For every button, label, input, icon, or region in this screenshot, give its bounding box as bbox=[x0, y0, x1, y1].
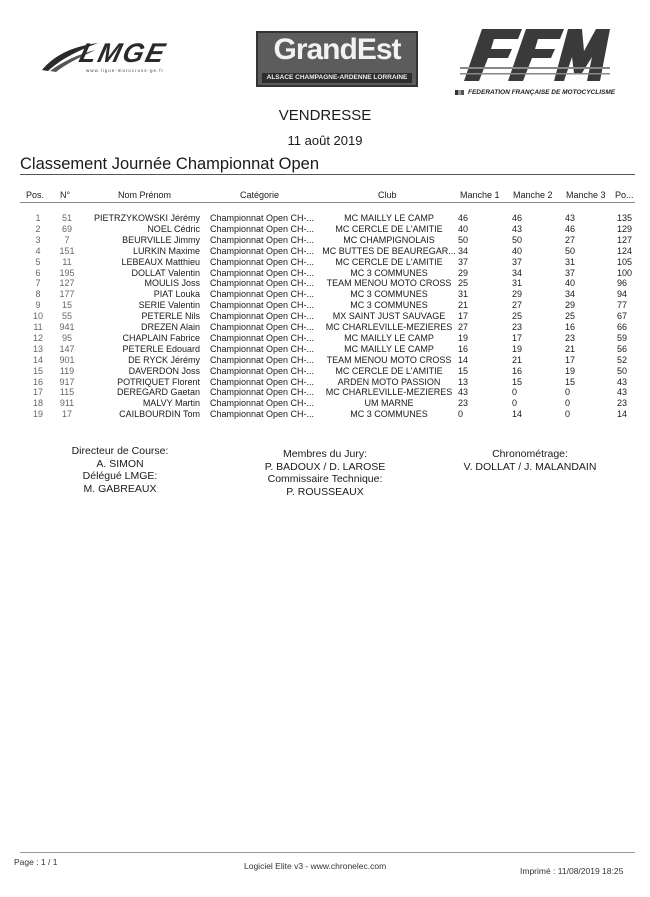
cell-number: 17 bbox=[61, 409, 72, 420]
cell-manche1: 14 bbox=[458, 354, 469, 365]
cell-category: Championnat Open CH-... bbox=[210, 332, 315, 343]
cell-pos: 16 bbox=[32, 376, 43, 387]
officials-left bbox=[45, 445, 195, 495]
cell-club: MC CHARLEVILLE-MEZIERES bbox=[325, 322, 453, 332]
title-divider bbox=[20, 174, 635, 175]
cell-category: Championnat Open CH-... bbox=[210, 289, 315, 300]
cell-category: Championnat Open CH-... bbox=[210, 343, 315, 354]
cell-manche3: 0 bbox=[565, 387, 571, 398]
lmge-delegate-name: M. GABREAUX bbox=[83, 482, 157, 495]
cell-number: 127 bbox=[59, 278, 75, 289]
cell-club: ARDEN MOTO PASSION bbox=[337, 376, 441, 387]
cell-number: 917 bbox=[59, 376, 75, 387]
timing-names: V. DOLLAT / J. MALANDAIN bbox=[463, 460, 597, 473]
cell-points: 43 bbox=[617, 387, 628, 398]
cell-manche1: 25 bbox=[458, 278, 469, 289]
cell-category: Championnat Open CH-... bbox=[210, 300, 315, 311]
cell-club: MC MAILLY LE CAMP bbox=[344, 213, 434, 223]
page-number: Page : 1 / 1 bbox=[14, 857, 58, 867]
software-credit: Logiciel Elite v3 - www.chronelec.com bbox=[244, 861, 387, 871]
race-director-label: Directeur de Course: bbox=[71, 445, 169, 457]
cell-manche2: 34 bbox=[512, 267, 523, 278]
cell-club: MC BUTTES DE BEAUREGAR... bbox=[322, 245, 456, 256]
col-header-name: Nom Prénom bbox=[118, 190, 172, 200]
cell-club: MC 3 COMMUNES bbox=[350, 300, 428, 311]
cell-number: 11 bbox=[62, 256, 72, 267]
cell-pos: 9 bbox=[35, 300, 41, 311]
cell-name: BEURVILLE Jimmy bbox=[122, 234, 200, 245]
cell-points: 127 bbox=[617, 234, 633, 245]
cell-name: NOEL Cédric bbox=[147, 223, 200, 234]
cell-manche3: 19 bbox=[565, 365, 576, 376]
grandest-logo-subtitle: ALSACE CHAMPAGNE-ARDENNE LORRAINE bbox=[262, 73, 412, 83]
cell-points: 124 bbox=[617, 245, 633, 256]
lmge-delegate-label: Délégué LMGE: bbox=[82, 470, 158, 482]
ffm-logo-caption bbox=[455, 89, 615, 96]
col-header-club: Club bbox=[378, 190, 397, 200]
cell-number: 177 bbox=[59, 289, 75, 300]
cell-club: MX SAINT JUST SAUVAGE bbox=[332, 311, 446, 322]
cell-manche1: 16 bbox=[458, 343, 469, 354]
cell-category: Championnat Open CH-... bbox=[210, 365, 315, 376]
venue-title: VENDRESSE bbox=[278, 107, 372, 124]
cell-manche1: 21 bbox=[458, 300, 469, 311]
cell-manche3: 25 bbox=[565, 311, 576, 322]
cell-name: MALVY Martin bbox=[142, 398, 200, 409]
technical-commissioner-label: Commissaire Technique: bbox=[267, 473, 383, 485]
cell-manche1: 13 bbox=[458, 376, 469, 387]
cell-points: 96 bbox=[617, 278, 628, 289]
cell-club: MC CERCLE DE L'AMITIE bbox=[335, 365, 443, 376]
cell-name: PETERLE Edouard bbox=[122, 343, 200, 354]
cell-number: 115 bbox=[59, 387, 75, 398]
ffm-flag-icon bbox=[455, 90, 464, 95]
cell-manche1: 19 bbox=[458, 332, 469, 343]
race-director-name: A. SIMON bbox=[96, 457, 144, 470]
cell-category: Championnat Open CH-... bbox=[210, 267, 315, 278]
cell-pos: 17 bbox=[32, 387, 43, 398]
officials-middle bbox=[240, 448, 410, 498]
cell-number: 95 bbox=[61, 332, 72, 343]
cell-pos: 3 bbox=[35, 234, 41, 245]
cell-manche2: 37 bbox=[512, 256, 523, 267]
cell-club: MC CERCLE DE L'AMITIE bbox=[335, 256, 443, 267]
lmge-logo bbox=[40, 38, 215, 78]
lmge-logo-text: LMGE bbox=[76, 38, 170, 68]
cell-points: 50 bbox=[617, 365, 628, 376]
cell-manche2: 50 bbox=[512, 234, 523, 245]
cell-manche2: 29 bbox=[512, 289, 523, 300]
cell-manche2: 17 bbox=[512, 332, 523, 343]
cell-name: CHAPLAIN Fabrice bbox=[122, 332, 200, 343]
cell-manche2: 23 bbox=[512, 322, 523, 332]
cell-pos: 1 bbox=[35, 213, 41, 223]
cell-manche3: 15 bbox=[565, 376, 576, 387]
cell-manche3: 40 bbox=[565, 278, 576, 289]
cell-points: 67 bbox=[617, 311, 628, 322]
col-header-manche3: Manche 3 bbox=[566, 190, 606, 200]
cell-manche1: 40 bbox=[458, 223, 469, 234]
jury-names: P. BADOUX / D. LAROSE bbox=[264, 460, 386, 473]
cell-club: TEAM MENOU MOTO CROSS bbox=[326, 278, 452, 289]
cell-category: Championnat Open CH-... bbox=[210, 322, 315, 332]
grandest-logo-title: GrandEst bbox=[273, 33, 401, 66]
cell-points: 23 bbox=[617, 398, 628, 409]
cell-manche3: 29 bbox=[565, 300, 576, 311]
cell-pos: 5 bbox=[35, 256, 41, 267]
cell-name: SERIE Valentin bbox=[138, 300, 200, 311]
lmge-logo-subtitle: www.ligue-motocross-ge.fr bbox=[86, 68, 165, 73]
cell-points: 14 bbox=[617, 409, 628, 420]
page-title: Classement Journée Championnat Open bbox=[20, 155, 320, 173]
cell-number: 119 bbox=[59, 365, 75, 376]
ffm-caption-text: FEDERATION FRANÇAISE DE MOTOCYCLISME bbox=[468, 89, 616, 96]
cell-club: MC CHAMPIGNOLAIS bbox=[343, 234, 435, 245]
cell-manche3: 27 bbox=[565, 234, 576, 245]
timing-label: Chronométrage: bbox=[492, 448, 568, 460]
cell-manche2: 15 bbox=[512, 376, 523, 387]
cell-number: 195 bbox=[59, 267, 75, 278]
cell-club: UM MARNE bbox=[364, 398, 414, 409]
cell-category: Championnat Open CH-... bbox=[210, 245, 315, 256]
col-header-pos: Pos. bbox=[26, 190, 45, 200]
cell-manche1: 27 bbox=[458, 322, 469, 332]
cell-name: LURKIN Maxime bbox=[132, 245, 200, 256]
cell-name: DAVERDON Joss bbox=[128, 365, 200, 376]
cell-manche2: 27 bbox=[512, 300, 523, 311]
cell-points: 94 bbox=[617, 289, 628, 300]
cell-name: PIAT Louka bbox=[153, 289, 200, 300]
cell-manche2: 40 bbox=[512, 245, 523, 256]
cell-pos: 19 bbox=[32, 409, 43, 420]
cell-club: MC CERCLE DE L'AMITIE bbox=[335, 223, 443, 234]
cell-manche1: 0 bbox=[458, 409, 464, 420]
cell-manche3: 46 bbox=[565, 223, 576, 234]
cell-category: Championnat Open CH-... bbox=[210, 234, 315, 245]
cell-manche3: 50 bbox=[565, 245, 576, 256]
cell-points: 77 bbox=[617, 300, 628, 311]
col-header-category: Catégorie bbox=[240, 190, 280, 200]
col-header-manche1: Manche 1 bbox=[460, 190, 500, 200]
cell-category: Championnat Open CH-... bbox=[210, 398, 315, 409]
cell-pos: 6 bbox=[35, 267, 41, 278]
cell-pos: 15 bbox=[32, 365, 43, 376]
cell-pos: 7 bbox=[35, 278, 41, 289]
footer-divider bbox=[20, 852, 635, 853]
cell-number: 69 bbox=[61, 223, 72, 234]
cell-points: 105 bbox=[617, 256, 633, 267]
cell-manche3: 31 bbox=[565, 256, 576, 267]
cell-manche2: 43 bbox=[512, 223, 523, 234]
cell-manche3: 21 bbox=[565, 343, 576, 354]
event-date: 11 août 2019 bbox=[287, 133, 363, 148]
cell-club: MC 3 COMMUNES bbox=[350, 267, 428, 278]
cell-manche1: 17 bbox=[458, 311, 469, 322]
officials-right bbox=[445, 448, 615, 473]
cell-manche1: 31 bbox=[458, 289, 469, 300]
cell-manche1: 37 bbox=[458, 256, 469, 267]
cell-category: Championnat Open CH-... bbox=[210, 256, 315, 267]
cell-manche2: 0 bbox=[512, 387, 518, 398]
cell-manche1: 23 bbox=[458, 398, 469, 409]
cell-number: 911 bbox=[59, 398, 75, 409]
cell-category: Championnat Open CH-... bbox=[210, 376, 315, 387]
cell-club: MC 3 COMMUNES bbox=[350, 409, 428, 420]
cell-points: 43 bbox=[617, 376, 628, 387]
cell-number: 7 bbox=[64, 234, 70, 245]
cell-pos: 4 bbox=[35, 245, 41, 256]
cell-number: 151 bbox=[59, 245, 75, 256]
cell-club: MC CHARLEVILLE-MEZIERES bbox=[325, 387, 453, 398]
cell-manche2: 31 bbox=[512, 278, 523, 289]
cell-club: MC 3 COMMUNES bbox=[350, 289, 428, 300]
cell-manche2: 25 bbox=[512, 311, 523, 322]
cell-manche1: 34 bbox=[458, 245, 469, 256]
cell-manche1: 43 bbox=[458, 387, 469, 398]
cell-pos: 18 bbox=[32, 398, 43, 409]
col-header-points: Po... bbox=[615, 190, 634, 200]
cell-pos: 14 bbox=[32, 354, 43, 365]
cell-name: DOLLAT Valentin bbox=[131, 267, 200, 278]
cell-number: 147 bbox=[59, 343, 75, 354]
cell-pos: 2 bbox=[35, 223, 41, 234]
cell-club: MC MAILLY LE CAMP bbox=[344, 332, 434, 343]
cell-number: 51 bbox=[61, 213, 72, 223]
cell-manche3: 0 bbox=[565, 409, 571, 420]
cell-name: CAILBOURDIN Tom bbox=[119, 409, 200, 420]
print-timestamp: Imprimé : 11/08/2019 18:25 bbox=[520, 866, 624, 876]
col-header-manche2: Manche 2 bbox=[513, 190, 553, 200]
cell-points: 100 bbox=[617, 267, 633, 278]
cell-name: PIETRZYKOWSKI Jérémy bbox=[93, 213, 200, 223]
cell-category: Championnat Open CH-... bbox=[210, 387, 315, 398]
cell-manche3: 23 bbox=[565, 332, 576, 343]
cell-manche1: 29 bbox=[458, 267, 469, 278]
cell-category: Championnat Open CH-... bbox=[210, 311, 315, 322]
cell-manche2: 16 bbox=[512, 365, 523, 376]
cell-number: 15 bbox=[61, 300, 72, 311]
cell-points: 56 bbox=[617, 343, 628, 354]
cell-pos: 12 bbox=[32, 332, 43, 343]
cell-name: DREZEN Alain bbox=[140, 322, 200, 332]
technical-commissioner-name: P. ROUSSEAUX bbox=[286, 485, 364, 498]
cell-number: 901 bbox=[59, 354, 75, 365]
cell-manche2: 14 bbox=[512, 409, 523, 420]
cell-manche3: 34 bbox=[565, 289, 576, 300]
table-header-divider bbox=[20, 202, 635, 203]
cell-name: LEBEAUX Matthieu bbox=[121, 256, 200, 267]
cell-number: 941 bbox=[59, 322, 75, 332]
cell-manche2: 46 bbox=[512, 213, 523, 223]
cell-manche2: 19 bbox=[512, 343, 523, 354]
cell-pos: 13 bbox=[32, 343, 43, 354]
cell-category: Championnat Open CH-... bbox=[210, 409, 315, 420]
cell-name: DE RYCK Jérémy bbox=[128, 354, 200, 365]
cell-name: DEREGARD Gaetan bbox=[116, 387, 200, 398]
cell-name: POTRIQUET Florent bbox=[117, 376, 200, 387]
cell-points: 135 bbox=[617, 213, 633, 223]
cell-pos: 11 bbox=[33, 322, 43, 332]
cell-manche2: 21 bbox=[512, 354, 523, 365]
cell-number: 55 bbox=[61, 311, 72, 322]
cell-points: 66 bbox=[617, 322, 628, 332]
ffm-logo-icon bbox=[460, 27, 610, 83]
jury-label: Membres du Jury: bbox=[282, 448, 368, 460]
cell-manche3: 0 bbox=[565, 398, 571, 409]
col-header-number: N° bbox=[60, 190, 71, 200]
cell-club: MC MAILLY LE CAMP bbox=[344, 343, 434, 354]
cell-manche1: 15 bbox=[458, 365, 469, 376]
cell-club: TEAM MENOU MOTO CROSS bbox=[326, 354, 452, 365]
cell-manche3: 17 bbox=[565, 354, 576, 365]
cell-pos: 8 bbox=[35, 289, 41, 300]
cell-name: MOULIS Joss bbox=[144, 278, 200, 289]
cell-pos: 10 bbox=[32, 311, 43, 322]
cell-category: Championnat Open CH-... bbox=[210, 223, 315, 234]
cell-manche1: 46 bbox=[458, 213, 469, 223]
cell-points: 129 bbox=[617, 223, 633, 234]
cell-manche3: 16 bbox=[565, 322, 576, 332]
cell-points: 59 bbox=[617, 332, 628, 343]
grandest-logo bbox=[256, 31, 418, 87]
cell-name: PETERLE Nils bbox=[141, 311, 200, 322]
cell-category: Championnat Open CH-... bbox=[210, 354, 315, 365]
cell-manche3: 43 bbox=[565, 213, 576, 223]
cell-category: Championnat Open CH-... bbox=[210, 278, 315, 289]
cell-points: 52 bbox=[617, 354, 628, 365]
cell-manche3: 37 bbox=[565, 267, 576, 278]
cell-category: Championnat Open CH-... bbox=[210, 213, 315, 223]
cell-manche2: 0 bbox=[512, 398, 518, 409]
cell-manche1: 50 bbox=[458, 234, 469, 245]
